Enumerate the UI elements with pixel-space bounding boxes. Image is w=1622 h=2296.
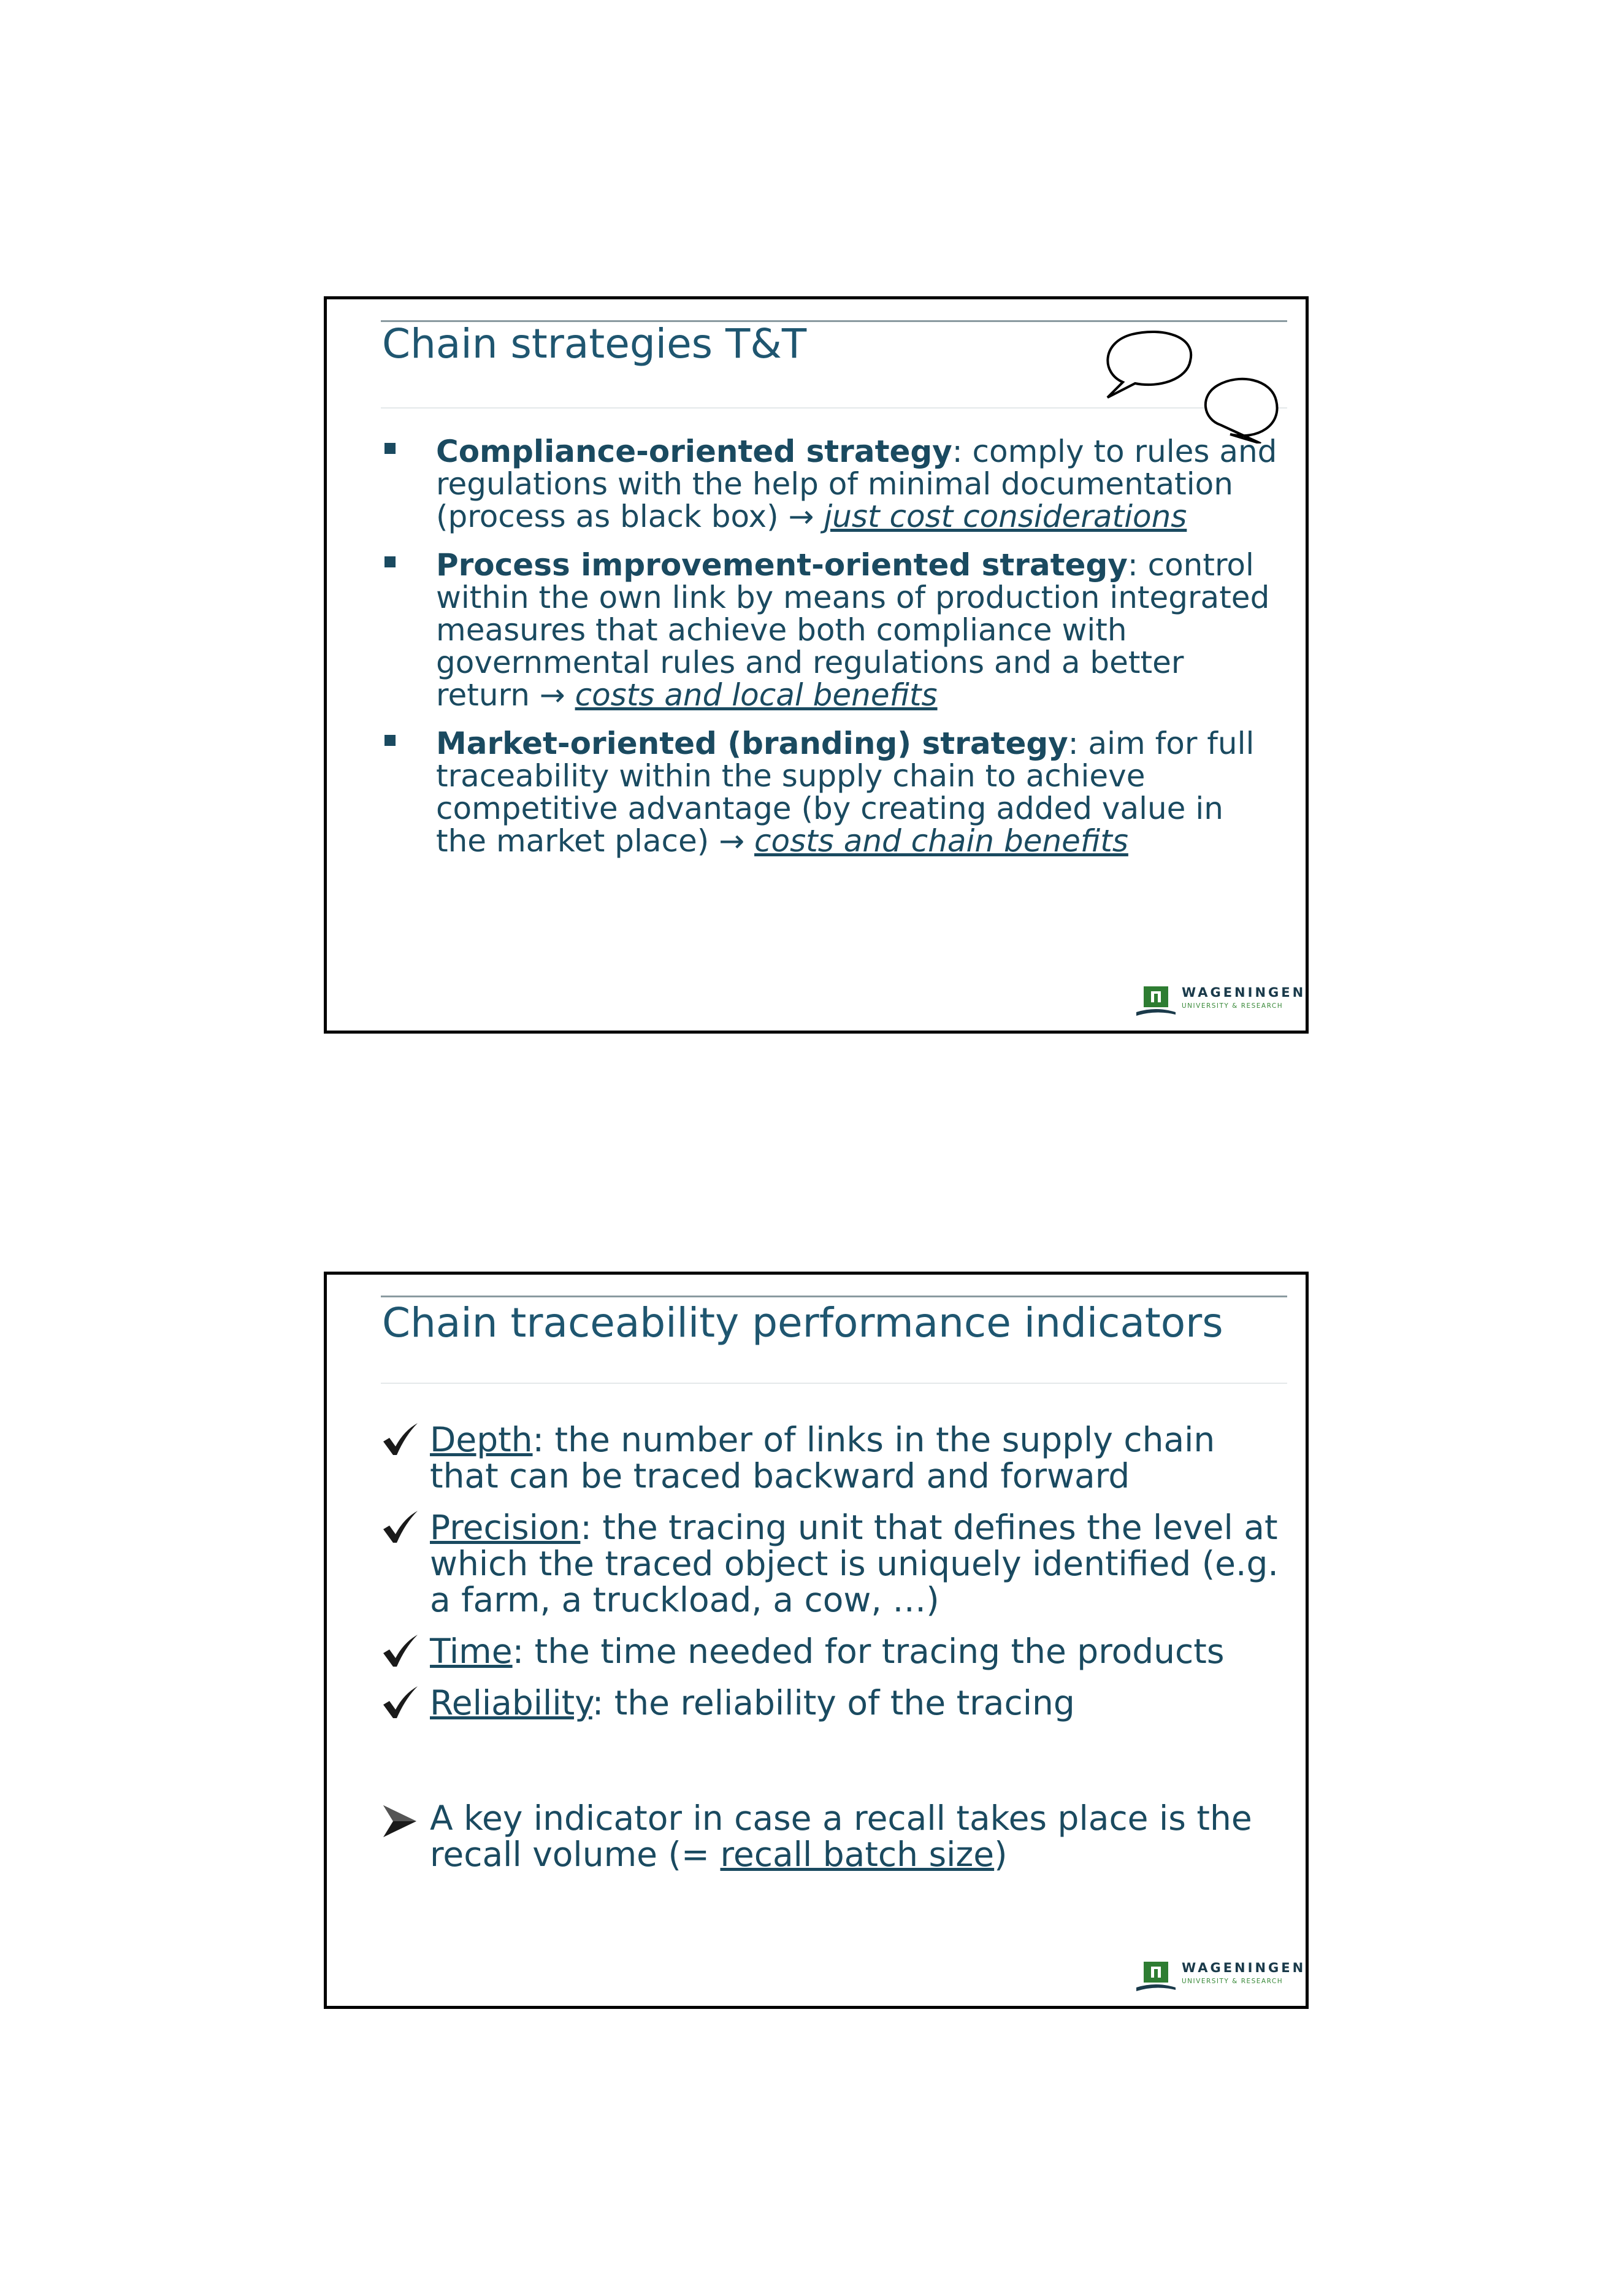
indicator-term: Precision [430,1508,581,1547]
indicator-term: Reliability [430,1683,592,1722]
strategy-description: : control within the own link by means of production integrated measures that achieve both compliance with governmental rules and regulations and a better return [436,547,1270,713]
title-underline [381,1383,1287,1384]
list-item [381,1422,1281,1494]
strategy-description: : comply to rules and regulations with the help of minimal documentation (process as black box) [436,434,1277,534]
wageningen-mark-icon [1135,985,1177,1017]
arrow-bullet-icon [381,1803,420,1840]
arrow-icon: → [539,677,565,713]
square-bullet-icon [384,735,396,746]
indicator-description: : the number of links in the supply chain that can be traced backward and forward [430,1420,1215,1495]
checkmark-icon [381,1510,420,1546]
strategy-name: Process improvement-oriented strategy [436,547,1128,583]
checkmark-icon [381,1634,420,1670]
list-item [381,1685,1281,1721]
strategy-outcome: just cost considerations [824,499,1187,534]
arrow-icon: → [788,499,814,534]
list-item [382,728,1281,858]
speech-bubbles-icon [1098,327,1288,443]
strategy-outcome: costs and local benefits [575,677,938,713]
slide-title: Chain strategies T&T [382,320,807,367]
strategy-name: Compliance-oriented strategy [436,434,952,469]
strategy-description: : aim for full traceability within the supply chain to achieve competitive advantage (by creating added value in the market place) [436,726,1255,859]
logo-wordmark: WAGENINGEN [1182,985,1306,1000]
indicator-term: Depth [430,1420,533,1459]
checkmark-icon [381,1685,420,1722]
list-item [381,1510,1281,1618]
logo-tagline: UNIVERSITY & RESEARCH [1182,1002,1283,1010]
slide-chain-strategies [324,296,1309,1034]
indicator-description: : the time needed for tracing the products [512,1632,1225,1671]
logo-wordmark: WAGENINGEN [1182,1960,1306,1975]
indicator-description: : the tracing unit that defines the level at which the traced object is uniquely identified (e.g. a farm, a truckload, a cow, …) [430,1508,1279,1619]
key-indicator-term: recall batch size [720,1835,995,1874]
strategy-name: Market-oriented (branding) strategy [436,726,1068,761]
wageningen-logo [1135,983,1306,1019]
strategy-list [382,436,1281,873]
slide-performance-indicators [324,1272,1309,2009]
strategy-outcome: costs and chain benefits [754,823,1128,859]
square-bullet-icon [384,443,396,454]
indicator-term: Time [430,1632,513,1671]
logo-tagline: UNIVERSITY & RESEARCH [1182,1978,1283,1985]
square-bullet-icon [384,556,396,567]
key-indicator-note [381,1800,1281,1873]
list-item [382,549,1281,712]
slide-title: Chain traceability performance indicators [382,1299,1223,1346]
wageningen-mark-icon [1135,1960,1177,1992]
wageningen-logo [1135,1958,1306,1995]
indicator-description: : the reliability of the tracing [592,1683,1075,1722]
title-rule [381,1296,1287,1297]
arrow-icon: → [719,823,745,859]
list-item [382,436,1281,533]
list-item [381,1634,1281,1670]
indicator-list [381,1422,1281,1737]
key-indicator-text: A key indicator in case a recall takes place is the recall volume (= [430,1799,1252,1874]
key-indicator-close: ) [994,1835,1008,1874]
checkmark-icon [381,1422,420,1459]
